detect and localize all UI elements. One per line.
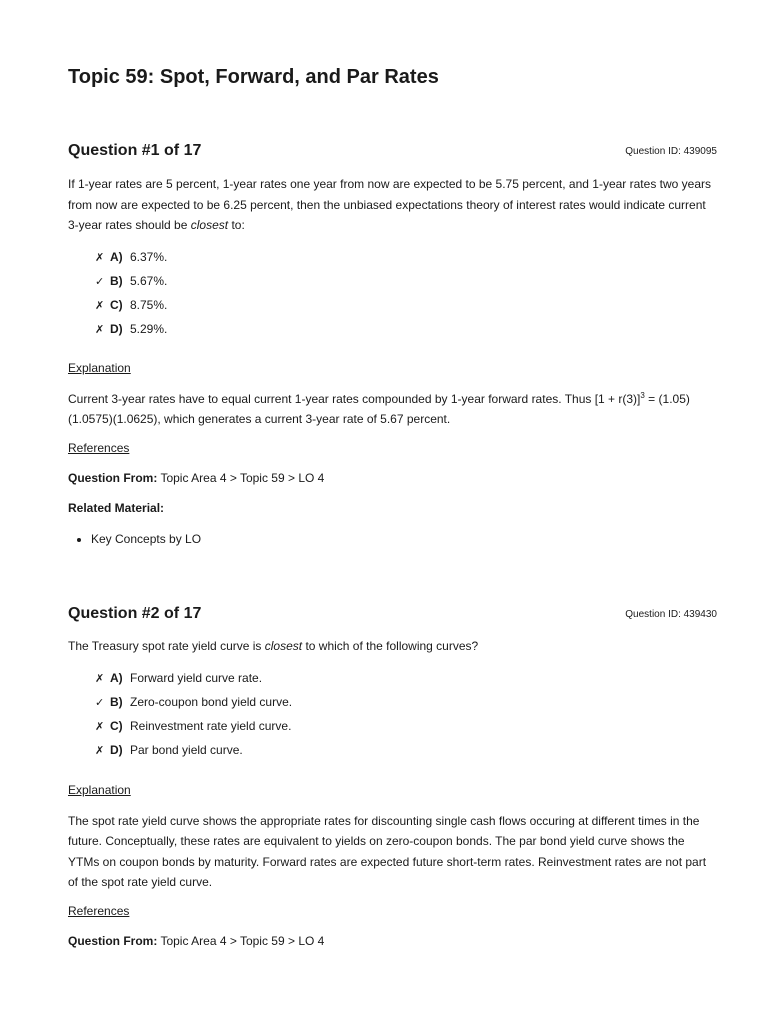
question-title: Question #2 of 17 [68, 605, 202, 622]
answer-text: Forward yield curve rate. [130, 670, 263, 685]
explanation-text: The spot rate yield curve shows the appropriate rates for discounting single cash flows occuring at different times in the future. Conceptually, these rates are equivalent to yields on zero-coupon bonds. The par bond yield curve shows the YTMs on coupon bonds by maturity. Forward rates are expected future short-term rates. Reinvestment rates are not part of the spot rate yield curve. [68, 813, 707, 889]
answer-text: 5.67%. [130, 273, 168, 288]
answer-text: 5.29%. [130, 321, 168, 336]
explanation-link[interactable]: Explanation [68, 782, 131, 797]
answer-text: Zero-coupon bond yield curve. [130, 694, 293, 709]
question-from-label: Question From: [68, 470, 158, 485]
related-material-list [68, 531, 717, 547]
incorrect-icon: ✗ [95, 299, 105, 312]
question-from [68, 933, 717, 949]
emphasis-text: closest [264, 639, 303, 653]
question-from-value: Topic Area 4 > Topic 59 > LO 4 [157, 470, 325, 485]
answer-letter: A) [110, 249, 123, 264]
emphasis-text: closest [190, 218, 229, 232]
answer-letter: A) [110, 670, 123, 685]
page-title: Topic 59: Spot, Forward, and Par Rates [68, 66, 439, 88]
answer-letter: B) [110, 694, 123, 709]
answer-option-c [95, 293, 717, 317]
references-link[interactable]: References [68, 903, 130, 918]
references-link[interactable]: References [68, 440, 130, 455]
incorrect-icon: ✗ [95, 323, 105, 336]
answer-letter: D) [110, 742, 123, 757]
answer-text: Reinvestment rate yield curve. [130, 718, 292, 733]
answer-option-b [95, 690, 717, 714]
answer-letter: D) [110, 321, 123, 336]
incorrect-icon: ✗ [95, 251, 105, 264]
incorrect-icon: ✗ [95, 720, 105, 733]
explanation-link[interactable]: Explanation [68, 360, 131, 375]
answer-text: Par bond yield curve. [130, 742, 243, 757]
question-1 [68, 141, 717, 547]
answer-option-d [95, 738, 717, 762]
question-title: Question #1 of 17 [68, 142, 202, 159]
answer-list [68, 666, 717, 762]
incorrect-icon: ✗ [95, 744, 105, 757]
answer-letter: C) [110, 718, 123, 733]
answer-option-b [95, 269, 717, 293]
answer-list [68, 245, 717, 341]
answer-letter: B) [110, 273, 123, 288]
related-material-label: Related Material: [68, 500, 165, 515]
correct-check-icon: ✓ [95, 696, 105, 709]
incorrect-icon: ✗ [95, 672, 105, 685]
answer-letter: C) [110, 297, 123, 312]
answer-option-c [95, 714, 717, 738]
answer-option-a [95, 245, 717, 269]
question-header [68, 604, 717, 626]
question-2 [68, 604, 717, 949]
answer-option-a [95, 666, 717, 690]
answer-text: 8.75%. [130, 297, 168, 312]
question-id: Question ID: 439430 [625, 609, 717, 620]
correct-check-icon: ✓ [95, 275, 105, 288]
question-text: The Treasury spot rate yield curve is closest to which of the following curves? [68, 639, 479, 653]
answer-option-d [95, 317, 717, 341]
answer-text: 6.37%. [130, 249, 168, 264]
question-from-value: Topic Area 4 > Topic 59 > LO 4 [157, 933, 325, 948]
explanation-text: Current 3-year rates have to equal current 1-year rates compounded by 1-year forward rates. Thus $[1 + r(3)]^3 = (1.05)(1.0575)(1.0625)$, which generates a current 3-year rate of 5.67 percent. [68, 390, 690, 426]
question-id: Question ID: 439095 [625, 146, 717, 157]
question-from [68, 470, 717, 486]
superscript: 3 [640, 390, 645, 400]
question-header [68, 141, 717, 163]
question-from-label: Question From: [68, 933, 158, 948]
question-text: If 1-year rates are 5 percent, 1-year rates one year from now are expected to be 5.75 percent, and 1-year rates two years from now are expected to be 6.25 percent, then the unbiased expectations theory of interest rates would indicate current 3-year rates should be closest to: [68, 177, 712, 232]
related-material-item[interactable]: • Key Concepts by LO [91, 531, 717, 547]
